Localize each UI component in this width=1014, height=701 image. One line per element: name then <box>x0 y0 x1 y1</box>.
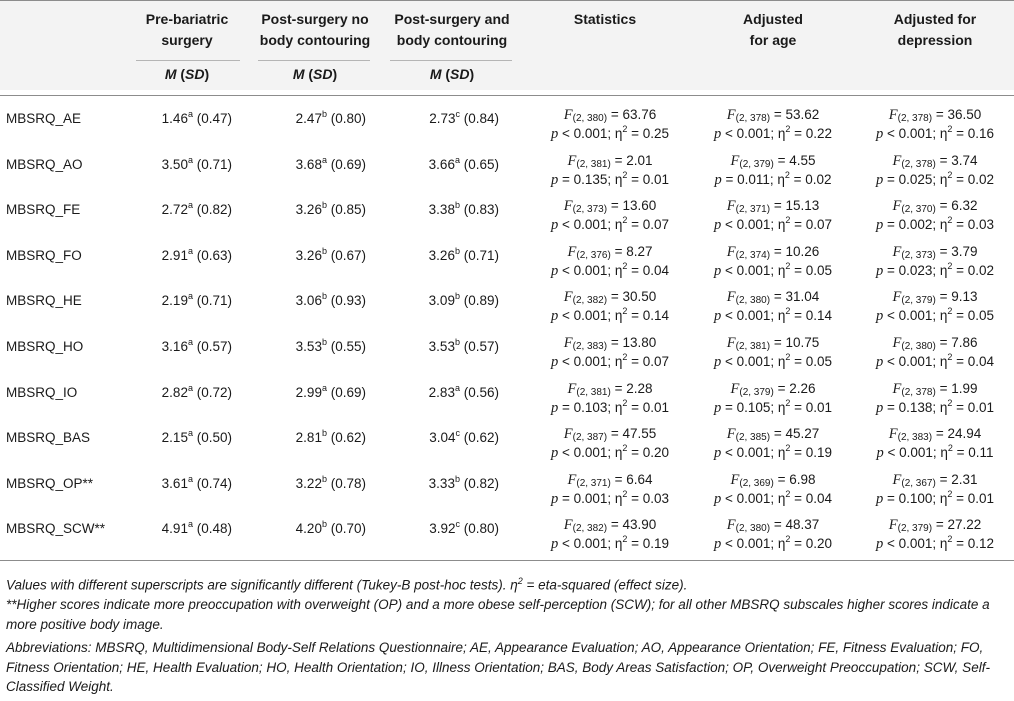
row-label: MBSRQ_FO <box>6 247 82 263</box>
statistics-cell: $F_{(2, 382)} = 30.50$ p < 0.001; $\eta^2 = 0.14$ <box>550 289 670 325</box>
row-label: MBSRQ_AO <box>6 156 83 172</box>
statistics-cell: $F_{(2, 381)} = 2.01$ p = 0.135; $\eta^2 = 0.01$ <box>550 152 670 188</box>
statistics-cell: $F_{(2, 373)} = 13.60$ p < 0.001; $\eta^2 = 0.07$ <box>550 198 670 234</box>
mean-pre: 2.15$^a$ (0.50) <box>161 428 232 446</box>
mean-post-no: 3.06$^b$ (0.93) <box>295 291 366 309</box>
footnote-abbreviations: Abbreviations: MBSRQ, Multidimensional Body-Self Relations Questionnaire; AE, Appearance Evaluation; AO, Appearance Orientation; FE, Fitness Evaluation; FO, Fitness Orientation; HE, Health Evaluation; HO, Health Orientation; IO, Illness Orientation; BAS, Body Areas Satisfaction; OP, Overweight Preoccupation; SCW, Self-Classified Weight. <box>6 640 990 694</box>
mean-pre: 3.16$^a$ (0.57) <box>161 337 232 354</box>
adjusted-depression-cell: $F_{(2, 380)} = 7.86$ p < 0.001; $\eta^2 = 0.04$ <box>875 335 995 370</box>
footnote-superscripts: Values with different superscripts are significantly different (Tukey-B post-hoc tests). $\eta^2$ = eta-squared (effect size). <box>6 576 688 593</box>
mean-post-and: 2.73$^c$ (0.84) <box>429 109 499 126</box>
header-bottom-rule <box>0 95 1014 96</box>
mean-pre: 2.19$^a$ (0.71) <box>161 291 232 309</box>
adjusted-age-cell: $F_{(2, 381)} = 10.75$ p < 0.001; $\eta^2 = 0.05$ <box>713 335 833 370</box>
adjusted-age-cell: $F_{(2, 385)} = 45.27$ p < 0.001; $\eta^2 = 0.19$ <box>713 426 833 462</box>
mean-post-and: 3.04$^c$ (0.62) <box>429 428 499 446</box>
table-row <box>0 239 1014 280</box>
mean-post-and: 3.66$^a$ (0.65) <box>428 154 499 172</box>
mean-post-no: 4.20$^b$ (0.70) <box>295 519 366 537</box>
mean-post-no: 3.26$^b$ (0.85) <box>295 200 366 218</box>
row-label: MBSRQ_FE <box>6 202 81 218</box>
table-row <box>0 148 1014 189</box>
col-subrule-post-no <box>258 60 370 61</box>
row-label: MBSRQ_AE <box>6 111 82 126</box>
footnote-higher-scores: **Higher scores indicate more preoccupation with overweight (OP) and a more obese self-perception (SCW); for all other MBSRQ subscales higher scores indicate a more positive body image. <box>6 597 990 632</box>
table-row <box>0 284 1014 325</box>
statistics-cell: $F_{(2, 376)} = 8.27$ p < 0.001; $\eta^2 = 0.04$ <box>550 243 670 279</box>
mean-pre: 3.61$^a$ (0.74) <box>161 473 232 491</box>
adjusted-depression-cell: $F_{(2, 378)} = 1.99$ p = 0.138; $\eta^2 = 0.01$ <box>875 380 995 416</box>
mean-post-and: 3.92$^c$ (0.80) <box>429 519 499 537</box>
col-header-statistics: Statistics <box>573 11 637 27</box>
mean-post-no: 3.53$^b$ (0.55) <box>295 337 366 354</box>
top-rule <box>0 0 1014 1</box>
statistics-cell: $F_{(2, 380)} = 63.76$ p < 0.001; $\eta^2 = 0.25$ <box>550 107 670 142</box>
adjusted-depression-cell: $F_{(2, 367)} = 2.31$ p = 0.100; $\eta^2 = 0.01$ <box>875 471 995 507</box>
col-subrule-pre <box>136 60 240 61</box>
col-header-adjusted-age: Adjusted for age <box>743 11 803 48</box>
adjusted-depression-cell: $F_{(2, 379)} = 9.13$ p < 0.001; $\eta^2 = 0.05$ <box>875 289 995 325</box>
adjusted-depression-cell: $F_{(2, 378)} = 3.74$ p = 0.025; $\eta^2 = 0.02$ <box>875 152 995 188</box>
col-header-adjusted-depression: Adjusted for depression <box>893 11 977 48</box>
adjusted-depression-cell: $F_{(2, 373)} = 3.79$ p = 0.023; $\eta^2 = 0.02$ <box>875 243 995 279</box>
mean-post-and: 3.38$^b$ (0.83) <box>428 200 499 218</box>
row-label: MBSRQ_IO <box>6 384 78 400</box>
mean-pre: 2.82$^a$ (0.72) <box>161 382 232 400</box>
statistics-cell: $F_{(2, 382)} = 43.90$ p < 0.001; $\eta^2 = 0.19$ <box>550 517 670 553</box>
mean-post-no: 2.81$^b$ (0.62) <box>295 428 366 446</box>
table-row <box>0 330 1014 371</box>
col-header-post-and: Post-surgery and body contouring <box>394 11 510 48</box>
adjusted-age-cell: $F_{(2, 371)} = 15.13$ p < 0.001; $\eta^2 = 0.07$ <box>713 198 833 234</box>
adjusted-age-cell: $F_{(2, 380)} = 48.37$ p < 0.001; $\eta^2 = 0.20$ <box>713 517 833 553</box>
table-bottom-rule <box>0 560 1014 561</box>
table-row <box>0 512 1014 553</box>
row-label: MBSRQ_SCW** <box>6 521 106 537</box>
mean-pre: 1.46$^a$ (0.47) <box>161 109 232 126</box>
mean-post-no: 2.47$^b$ (0.80) <box>295 109 366 126</box>
msd-header-post-no: M (SD) <box>292 66 338 82</box>
mean-post-no: 3.68$^a$ (0.69) <box>295 154 366 172</box>
col-header-post-no: Post-surgery no body contouring <box>259 11 371 48</box>
mean-post-and: 2.83$^a$ (0.56) <box>428 382 499 400</box>
mean-post-no: 3.22$^b$ (0.78) <box>295 473 366 491</box>
mean-post-and: 3.53$^b$ (0.57) <box>428 337 499 354</box>
table-row <box>0 102 1014 143</box>
mean-post-no: 3.26$^b$ (0.67) <box>295 245 366 263</box>
adjusted-age-cell: $F_{(2, 380)} = 31.04$ p < 0.001; $\eta^2 = 0.14$ <box>713 289 833 325</box>
row-label: MBSRQ_HO <box>6 339 84 354</box>
statistics-cell: $F_{(2, 371)} = 6.64$ p = 0.001; $\eta^2 = 0.03$ <box>550 471 670 507</box>
adjusted-age-cell: $F_{(2, 369)} = 6.98$ p < 0.001; $\eta^2 = 0.04$ <box>713 471 833 507</box>
col-subrule-post-and <box>390 60 512 61</box>
row-label: MBSRQ_HE <box>6 293 82 309</box>
adjusted-age-cell: $F_{(2, 374)} = 10.26$ p < 0.001; $\eta^2 = 0.05$ <box>713 243 833 279</box>
mean-post-and: 3.09$^b$ (0.89) <box>428 291 499 309</box>
adjusted-depression-cell: $F_{(2, 379)} = 27.22$ p < 0.001; $\eta^2 = 0.12$ <box>875 517 995 553</box>
table-row <box>0 467 1014 508</box>
row-label: MBSRQ_BAS <box>6 430 91 446</box>
adjusted-depression-cell: $F_{(2, 378)} = 36.50$ p < 0.001; $\eta^2 = 0.16$ <box>875 107 995 142</box>
mean-pre: 3.50$^a$ (0.71) <box>161 154 232 172</box>
msd-header-post-and: M (SD) <box>429 66 475 82</box>
statistics-cell: $F_{(2, 381)} = 2.28$ p = 0.103; $\eta^2 = 0.01$ <box>550 380 670 416</box>
mean-post-and: 3.26$^b$ (0.71) <box>428 245 499 263</box>
adjusted-age-cell: $F_{(2, 379)} = 2.26$ p = 0.105; $\eta^2 = 0.01$ <box>713 380 833 416</box>
adjusted-depression-cell: $F_{(2, 370)} = 6.32$ p = 0.002; $\eta^2 = 0.03$ <box>875 198 995 234</box>
mean-pre: 2.72$^a$ (0.82) <box>161 200 232 218</box>
adjusted-age-cell: $F_{(2, 379)} = 4.55$ p = 0.011; $\eta^2 = 0.02$ <box>714 152 832 188</box>
statistics-cell: $F_{(2, 383)} = 13.80$ p < 0.001; $\eta^2 = 0.07$ <box>550 335 670 370</box>
statistics-cell: $F_{(2, 387)} = 47.55$ p < 0.001; $\eta^2 = 0.20$ <box>550 426 670 462</box>
table-row <box>0 376 1014 417</box>
table-row <box>0 421 1014 462</box>
mean-post-and: 3.33$^b$ (0.82) <box>428 473 499 491</box>
msd-header-pre: M (SD) <box>164 66 210 82</box>
adjusted-depression-cell: $F_{(2, 383)} = 24.94$ p < 0.001; $\eta^2 = 0.11$ <box>876 426 994 462</box>
mean-post-no: 2.99$^a$ (0.69) <box>295 382 366 400</box>
mean-pre: 4.91$^a$ (0.48) <box>161 519 232 537</box>
table-row <box>0 193 1014 234</box>
row-label: MBSRQ_OP** <box>6 475 94 491</box>
col-header-pre: Pre-bariatric surgery <box>145 11 229 48</box>
mean-pre: 2.91$^a$ (0.63) <box>161 245 232 263</box>
adjusted-age-cell: $F_{(2, 378)} = 53.62$ p < 0.001; $\eta^2 = 0.22$ <box>713 107 833 142</box>
